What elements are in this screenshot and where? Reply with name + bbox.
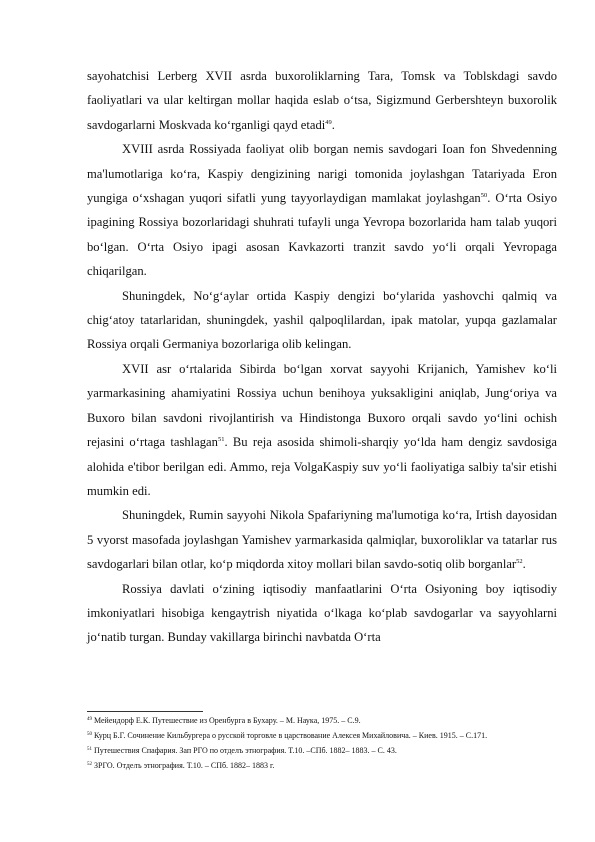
document-body bbox=[87, 64, 557, 650]
footnote-ref-52: 52 bbox=[516, 558, 523, 566]
paragraph-6: Rossiya davlati o‘zining iqtisodiy manfaatlarini O‘rta Osiyoning boy iqtisodiy imkoniyatlari hisobiga kengaytrish niyatida o‘lkaga ko‘plab savdogarlar va sayyohlarni jo‘natib turgan. Bunday vakillarga birinchi navbatda O‘rta bbox=[87, 581, 557, 645]
footnote-ref-49: 49 bbox=[325, 118, 332, 126]
footnote-separator bbox=[87, 711, 203, 712]
footnote-50: $^{50}$ Курц Б.Г. Сочинение Кильбургера о русской торговле в царствование Алексея Михайловича. – Киев. 1915. – С.171. bbox=[87, 730, 488, 740]
footnote-49: $^{49}$ Мейендорф Е.К. Путешествие из Оренбурга в Бухару. – М. Наука, 1975. – С.9. bbox=[87, 716, 361, 725]
paragraph-1: sayohatchisi Lerberg XVII asrda buxoroliklarning Tara, Tomsk va Toblskdagi savdo faoliyatlari va ular keltirgan mollar haqida eslab o‘tsa, Sigizmund Gerbershteyn buxorolik savdogarlarni Moskvada ko‘rganligi qayd etadi$^{49}$. bbox=[87, 69, 557, 132]
paragraph-5: Shuningdek, Rumin sayyohi Nikola Spafariyning ma'lumotiga ko‘ra, Irtish dayosidan 5 vyorst masofada joylashgan Yamishev yarmarkasida qalmiqlar, buxoroliklar va tatarlar rus savdogarlari bilan otlar, ko‘p miqdorda xitoy mollari bilan savdo-sotiq olib borganlar$^{52}$. bbox=[87, 508, 557, 572]
paragraph-4: XVII asr o‘rtalarida Sibirda bo‘lgan xorvat sayyohi Krijanich, Yamishev ko‘li yarmarkasining ahamiyatini Rossiya uchun benihoya yuksakligini aniqlab, Jung‘oriya va Buxoro bilan savdoni rivojlantirish va Hindistonga Buxoro orqali savdo yo‘lini ochish rejasini o‘rtaga tashlagan$^{51}$. Bu reja asosida shimoli-sharqiy yo‘lda ham dengiz savdosiga alohida e'tibor berilgan edi. Ammo, reja VolgaKaspiy suv yo‘li faoliyatiga salbiy ta'sir etishi mumkin edi. bbox=[87, 361, 557, 498]
footnotes bbox=[87, 715, 557, 775]
footnote-ref-51: 51 bbox=[217, 436, 225, 444]
footnote-52: $^{52}$ ЗРГО. Отделъ этнография. Т.10. – СПб. 1882– 1883 г. bbox=[87, 760, 275, 770]
paragraph-3: Shuningdek, No‘g‘aylar ortida Kaspiy dengizi bo‘ylarida yashovchi qalmiq va chig‘atoy tatarlaridan, shuningdek, yashil qalpoqlilardan, ipak matolar, yupqa gazlamalar Rossiya orqali Germaniya bozorlariga olib kelingan. bbox=[87, 288, 557, 352]
footnote-ref-50: 50 bbox=[480, 192, 488, 200]
paragraph-2: XVIII asrda Rossiyada faoliyat olib borgan nemis savdogari Ioan fon Shvedenning ma'lumotlariga ko‘ra, Kaspiy dengizining narigi tomonida joylashgan Tatariyada Eron yungiga o‘xshagan yuqori sifatli yung tayyorlaydigan mamlakat joylashgan$^{50}$. O‘rta Osiyo ipagining Rossiya bozorlaridagi shuhrati tufayli unga Yevropa bozorlarida ham talab yuqori bo‘lgan. O‘rta Osiyo ipagi asosan Kavkazorti tranzit savdo yo‘li orqali Yevropaga chiqarilgan. bbox=[87, 142, 558, 279]
footnote-51: $^{51}$ Путешествия Спафария. Зап РГО по отделъ этнография. Т.10. –СПб. 1882– 1883. – С. 43. bbox=[87, 745, 397, 755]
